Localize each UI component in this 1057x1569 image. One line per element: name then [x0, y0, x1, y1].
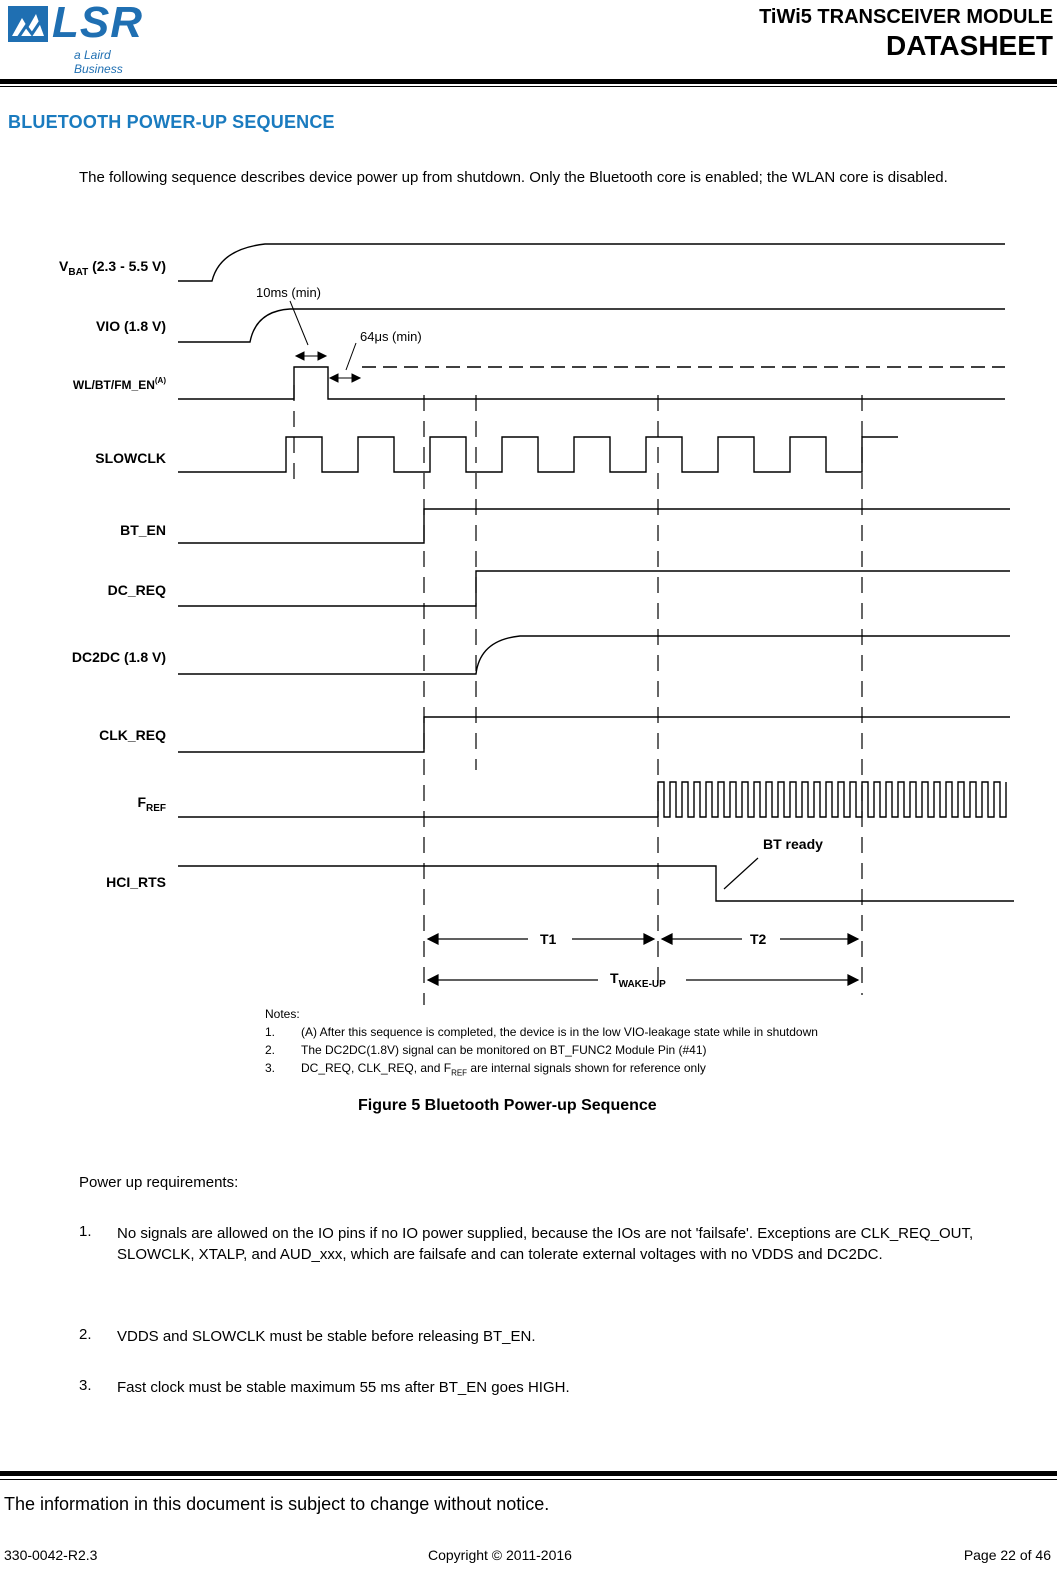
- waveform-hci-rts: [178, 866, 1014, 901]
- requirements-heading: Power up requirements:: [79, 1174, 239, 1191]
- footer-rule: [0, 1471, 1057, 1476]
- req-text-3: Fast clock must be stable maximum 55 ms after BT_EN goes HIGH.: [117, 1379, 570, 1396]
- req-text-2: VDDS and SLOWCLK must be stable before releasing BT_EN.: [117, 1328, 536, 1345]
- note-item: 2. The DC2DC(1.8V) signal can be monitored on BT_FUNC2 Module Pin (#41): [265, 1043, 707, 1057]
- signal-label-vio: VIO (1.8 V): [95, 318, 166, 334]
- signal-label-vbat: $V_{BAT}$ (2.3 - 5.5 V): [59, 258, 166, 278]
- footer-doc-id: 330-0042-R2.3: [4, 1547, 98, 1563]
- notes-block: [265, 1005, 1025, 1082]
- waveform-en: [178, 367, 1005, 399]
- bt-ready-label: BT ready: [763, 836, 823, 852]
- figure-caption: Figure 5 Bluetooth Power-up Sequence: [358, 1097, 657, 1114]
- waveform-dc2dc: [178, 636, 1010, 674]
- note-item: 3. DC_REQ, CLK_REQ, and $F_{REF}$ are internal signals shown for reference only: [265, 1061, 706, 1078]
- req-num-2: 2.: [79, 1326, 92, 1343]
- doc-title-line2: DATASHEET: [886, 30, 1053, 61]
- waveform-fref-clock: [658, 782, 1006, 817]
- waveform-vio: [178, 309, 1005, 342]
- signal-label-slowclk: SLOWCLK: [95, 450, 166, 466]
- signal-label-bt-en: BT_EN: [120, 522, 166, 538]
- twake-label: $T_{WAKE-UP}$: [610, 970, 666, 990]
- annotation-64us: 64μs (min): [360, 329, 422, 344]
- header-rule: [0, 79, 1057, 84]
- waveform-slowclk: [178, 437, 898, 472]
- footer-page: Page 22 of 46: [963, 1547, 1051, 1563]
- waveform-vbat: [178, 244, 1005, 281]
- signal-label-clk-req: CLK_REQ: [99, 727, 166, 743]
- t1-label: T1: [540, 931, 557, 947]
- signal-label-dc2dc: DC2DC (1.8 V): [71, 649, 166, 665]
- signal-label-dc-req: DC_REQ: [107, 582, 166, 598]
- notes-heading: Notes:: [265, 1007, 300, 1021]
- doc-title-line1: TiWi5 TRANSCEIVER MODULE: [759, 6, 1053, 28]
- t2-label: T2: [750, 931, 767, 947]
- signal-label-en: $WL/BT/FM\_EN^{(A)}$: [72, 376, 166, 392]
- footer-notice: The information in this document is subject to change without notice.: [4, 1494, 550, 1514]
- footer-copyright: Copyright © 2011-2016: [428, 1547, 572, 1563]
- req-num-3: 3.: [79, 1377, 92, 1394]
- section-title: BLUETOOTH POWER-UP SEQUENCE: [8, 112, 335, 132]
- signal-label-fref: $F_{REF}$: [137, 794, 166, 814]
- footer-rule-thin: [0, 1479, 1057, 1480]
- note-item: 1. (A) After this sequence is completed, the device is in the low VIO-leakage state while in shutdown: [265, 1025, 818, 1039]
- intro-paragraph: The following sequence describes device power up from shutdown. Only the Bluetooth core is enabled; the WLAN core is disabled.: [79, 169, 948, 186]
- annotation-10ms: 10ms (min): [256, 285, 322, 300]
- header-rule-thin: [0, 86, 1057, 87]
- signal-label-hci-rts: HCI_RTS: [106, 874, 166, 890]
- company-logo: [6, 0, 156, 76]
- req-num-1: 1.: [79, 1223, 92, 1240]
- logo-text: LSR: [52, 0, 143, 47]
- waveform-bt-en: [178, 509, 1010, 543]
- waveform-dc-req: [178, 571, 1010, 606]
- logo-tagline: a Laird Business: [74, 48, 123, 76]
- waveform-clk-req: [178, 717, 1010, 752]
- req-text-1: No signals are allowed on the IO pins if no IO power supplied, because the IOs are not 'failsafe'. Exceptions are CLK_REQ_OUT, SLOWCLK, XTALP, and AUD_xxx, which are failsafe and can tolerate external voltages with no VDDS and DC2DC.: [117, 1225, 974, 1263]
- timing-diagram: [0, 225, 1057, 1005]
